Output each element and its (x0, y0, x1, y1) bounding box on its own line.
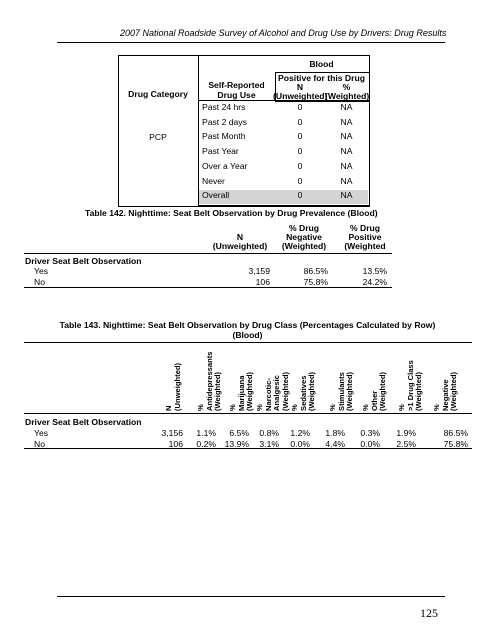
row-label: Past 24 hrs (202, 102, 246, 112)
t142-col-pos-2: Positive (348, 232, 382, 242)
table-cell: 4.4% (325, 438, 345, 449)
table-cell-negative: 86.5% (303, 266, 328, 276)
table-cell: 0.2% (196, 438, 216, 449)
row-pct: NA (340, 131, 353, 142)
column-header-line: % (397, 404, 406, 411)
row-pct: NA (340, 116, 353, 127)
column-header-line: Sedatives (298, 375, 308, 411)
row-label: Past Month (202, 131, 246, 142)
column-header-line: % (228, 404, 237, 411)
row-n: 0 (297, 116, 303, 127)
column-header-line: (Weighted) (307, 371, 317, 411)
column-header-line: Other (369, 390, 379, 411)
column-header-line: Negative (440, 379, 450, 411)
column-header-line: Antidepressants (204, 351, 214, 411)
column-header-line: (Weighted) (449, 371, 459, 411)
t143-top-rule (24, 342, 472, 343)
t142-col-pos-3: (Weighted (344, 241, 386, 251)
column-header-line: (Weighted) (280, 371, 290, 411)
row-pct: NA (340, 190, 353, 201)
t143-header-rule (24, 413, 472, 414)
column-header-line: % (361, 404, 370, 411)
table-cell-n: 3,159 (248, 266, 270, 276)
table-row-label: No (34, 438, 45, 449)
row-n: 0 (297, 102, 303, 112)
row-n: 0 (297, 190, 303, 201)
table-cell: 106 (168, 438, 183, 449)
t142-col-neg-1: % Drug (288, 223, 320, 233)
table-cell: 0.0% (290, 438, 310, 449)
header-rule (57, 42, 445, 43)
table-cell: 1.1% (196, 428, 216, 438)
table-cell: 86.5% (443, 428, 468, 438)
table-cell-n: 106 (255, 276, 270, 287)
table-143-caption-2: (Blood) (232, 330, 263, 340)
footer-rule (57, 596, 445, 597)
table-cell-positive: 24.2% (362, 276, 387, 287)
column-header-line: Marijuana (236, 375, 246, 411)
category-pcp: PCP (149, 132, 167, 142)
row-label: Past 2 days (202, 116, 247, 127)
t142-bottom-rule (24, 287, 392, 288)
t143-bottom-rule (24, 448, 472, 449)
column-header-line: % (328, 404, 337, 411)
table-cell: 1.8% (325, 428, 345, 438)
t142-header-rule (24, 253, 392, 254)
column-header-line: Analgesic (272, 375, 282, 411)
column-header-line: % (290, 404, 299, 411)
table-row-label: Yes (34, 266, 49, 276)
col-self-reported-2: Drug Use (217, 90, 256, 100)
table-cell: 0.3% (360, 428, 380, 438)
row-label: Never (202, 175, 225, 186)
table-cell: 75.8% (443, 438, 468, 449)
t142-col-neg-2: Negative (286, 232, 322, 242)
col-self-reported-1: Self-Reported (208, 80, 265, 90)
column-header-line: (Weighted) (414, 371, 424, 411)
table-cell-positive: 13.5% (362, 266, 387, 276)
column-header-line: (Weighted) (213, 371, 223, 411)
table-row-label: Yes (34, 428, 49, 438)
row-label: Overall (202, 190, 230, 201)
row-n: 0 (297, 146, 303, 157)
column-header-line: % (255, 404, 264, 411)
column-header-line: N (164, 405, 173, 411)
table-cell: 13.9% (224, 438, 249, 449)
column-header-line: (Unweighted) (172, 362, 182, 411)
row-n: 0 (297, 175, 303, 186)
running-header: 2007 National Roadside Survey of Alcohol and Drug Use by Drivers: Drug Results (120, 28, 447, 38)
table-row-label: No (34, 276, 45, 287)
row-label: Past Year (202, 146, 239, 157)
row-pct: NA (340, 160, 353, 171)
t142-row-header: Driver Seat Belt Observation (25, 256, 142, 266)
table-cell: 0.0% (360, 438, 380, 449)
table-cell: 0.8% (259, 428, 279, 438)
table-142-caption: Table 142. Nighttime: Seat Belt Observation by Drug Prevalence (Blood) (85, 208, 378, 218)
col-n-2: (Unweighted) (273, 91, 328, 101)
table-cell: 1.2% (290, 428, 310, 438)
col-pct-1: % (342, 82, 351, 92)
column-header-line: % (432, 404, 441, 411)
t142-col-neg-3: (Weighted) (281, 241, 327, 251)
table-cell: 6.5% (229, 428, 249, 438)
table-cell: 1.9% (396, 428, 416, 438)
col-pct-2: (Weighted) (325, 91, 370, 101)
t143-row-header: Driver Seat Belt Observation (25, 417, 142, 427)
column-header-line: Stimulants (336, 372, 346, 411)
row-pct: NA (340, 102, 353, 112)
page-number: 125 (420, 606, 438, 620)
table-cell: 3.1% (259, 438, 279, 449)
row-n: 0 (297, 131, 303, 142)
column-header-line: (Weighted) (345, 371, 355, 411)
table-cell: 2.5% (396, 438, 416, 449)
table-143-caption-1: Table 143. Nighttime: Seat Belt Observation by Drug Class (Percentages Calculated by Row) (59, 320, 436, 330)
row-pct: NA (340, 146, 353, 157)
table-cell-negative: 75.8% (303, 276, 328, 287)
t142-col-n-1: N (236, 232, 244, 242)
column-header-line: (Weighted) (245, 371, 255, 411)
row-n: 0 (297, 160, 303, 171)
column-header-line: (Weighted) (378, 371, 388, 411)
row-label: Over a Year (202, 160, 248, 171)
row-pct: NA (340, 175, 353, 186)
t142-col-n-2: (Unweighted) (212, 241, 268, 251)
column-header-line: Narcotic- (263, 378, 273, 411)
group-positive: Positive for this Drug (278, 73, 365, 83)
col-drug-category: Drug Category (128, 89, 188, 99)
column-header-line: % (196, 404, 205, 411)
table-cell: 3,156 (161, 428, 183, 438)
column-header-line: >1 Drug Class (405, 360, 415, 411)
col-n-1: N (296, 82, 304, 92)
group-blood: Blood (309, 59, 334, 69)
t142-col-pos-1: % Drug (349, 223, 381, 233)
